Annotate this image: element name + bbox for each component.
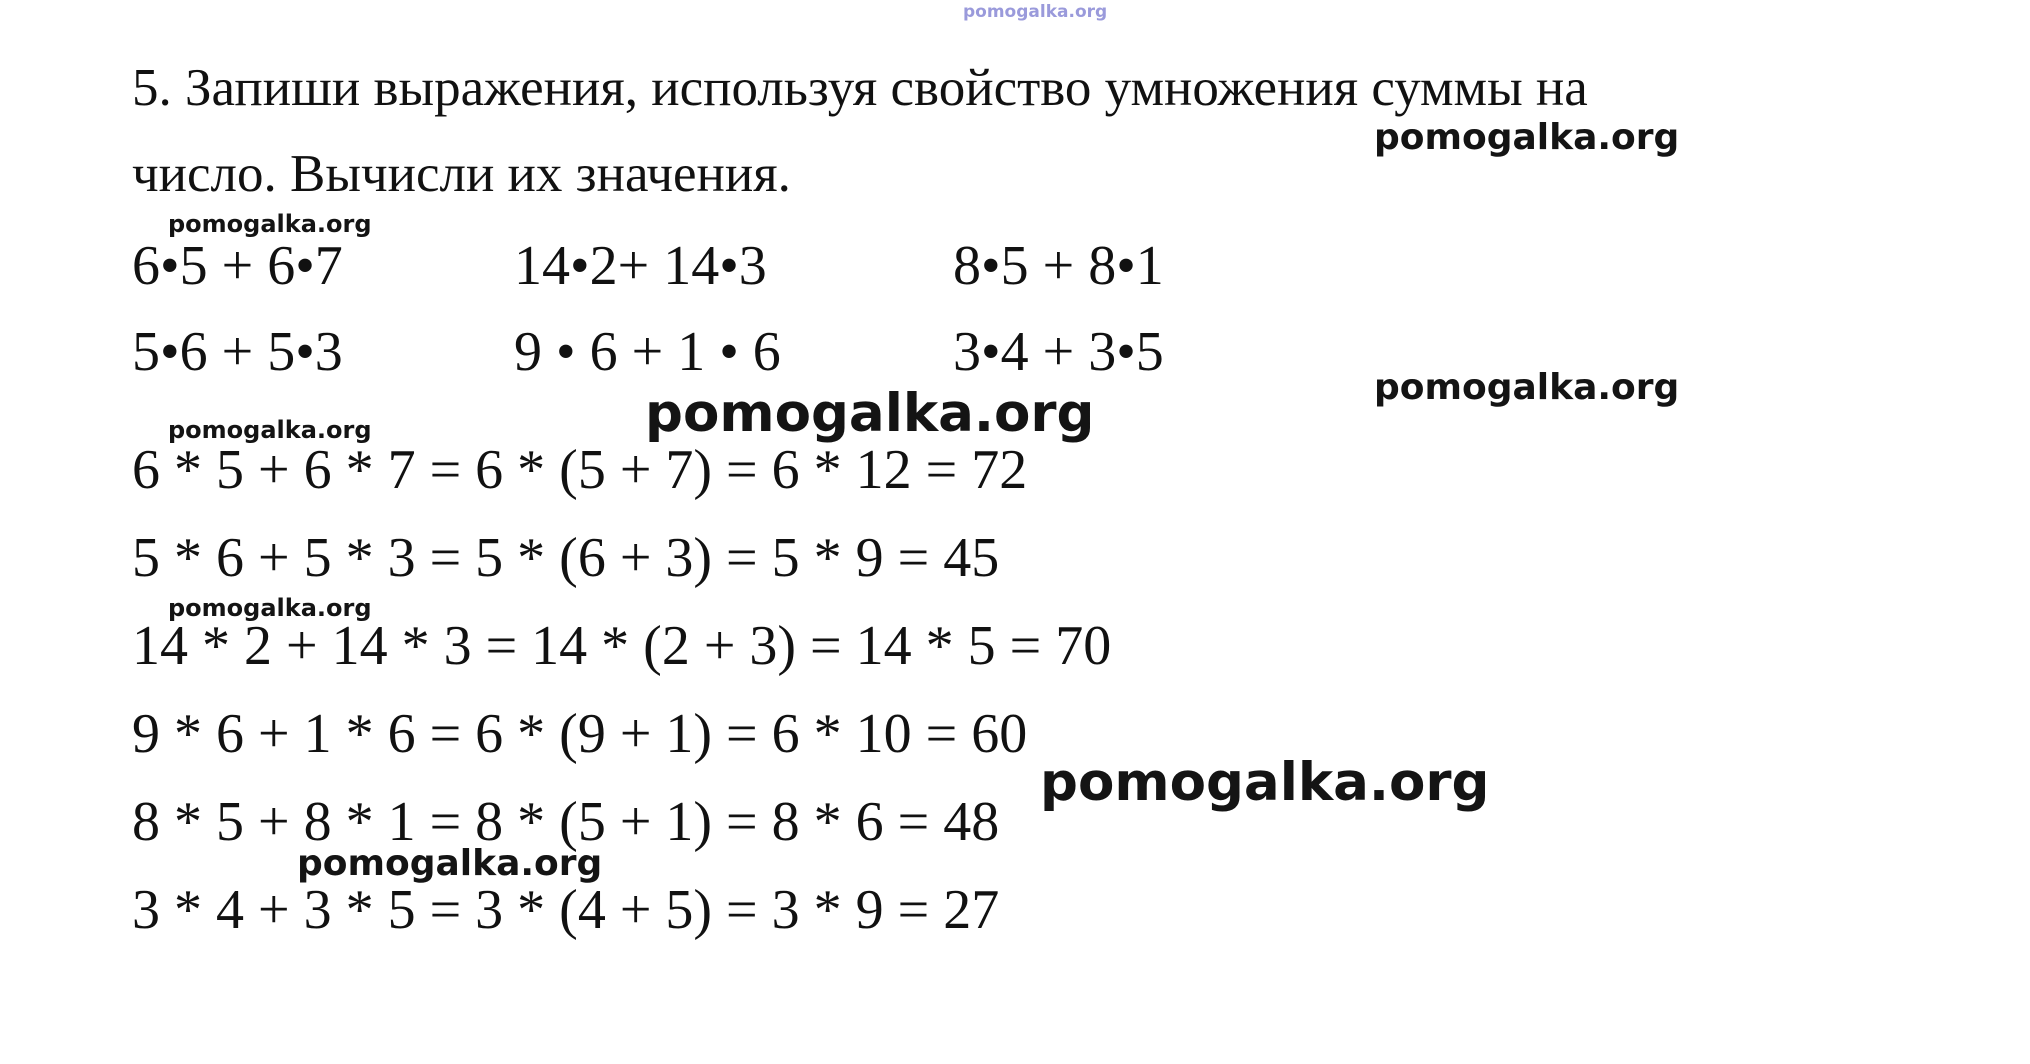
- watermark-3: pomogalka.org: [1374, 367, 1680, 408]
- expression-5: 9 • 6 + 1 • 6: [514, 321, 781, 383]
- expression-1: 6•5 + 6•7: [132, 235, 343, 297]
- expression-4: 5•6 + 5•3: [132, 321, 343, 383]
- task-statement-line-1: 5. Запиши выражения, используя свойство умножения суммы на: [132, 59, 1588, 117]
- solution-line-3: 14 * 2 + 14 * 3 = 14 * (2 + 3) = 14 * 5 = 70: [132, 615, 1112, 677]
- watermark-6: pomogalka.org: [168, 594, 372, 622]
- solution-line-6: 3 * 4 + 3 * 5 = 3 * (4 + 5) = 3 * 9 = 27: [132, 879, 1000, 941]
- watermark-1: pomogalka.org: [1374, 117, 1680, 158]
- solution-line-5: 8 * 5 + 8 * 1 = 8 * (5 + 1) = 8 * 6 = 48: [132, 791, 1000, 853]
- watermark-4: pomogalka.org: [645, 383, 1095, 444]
- watermark-8: pomogalka.org: [297, 843, 603, 884]
- watermark-7: pomogalka.org: [1040, 752, 1490, 813]
- expression-3: 8•5 + 8•1: [953, 235, 1164, 297]
- watermark-5: pomogalka.org: [168, 416, 372, 444]
- solution-line-2: 5 * 6 + 5 * 3 = 5 * (6 + 3) = 5 * 9 = 45: [132, 527, 1000, 589]
- expression-6: 3•4 + 3•5: [953, 321, 1164, 383]
- solution-line-1: 6 * 5 + 6 * 7 = 6 * (5 + 7) = 6 * 12 = 72: [132, 439, 1028, 501]
- watermark-top: pomogalka.org: [963, 2, 1108, 22]
- solution-line-4: 9 * 6 + 1 * 6 = 6 * (9 + 1) = 6 * 10 = 60: [132, 703, 1028, 765]
- task-statement-line-2: число. Вычисли их значения.: [132, 145, 791, 203]
- expression-2: 14•2+ 14•3: [514, 235, 767, 297]
- watermark-2: pomogalka.org: [168, 210, 372, 238]
